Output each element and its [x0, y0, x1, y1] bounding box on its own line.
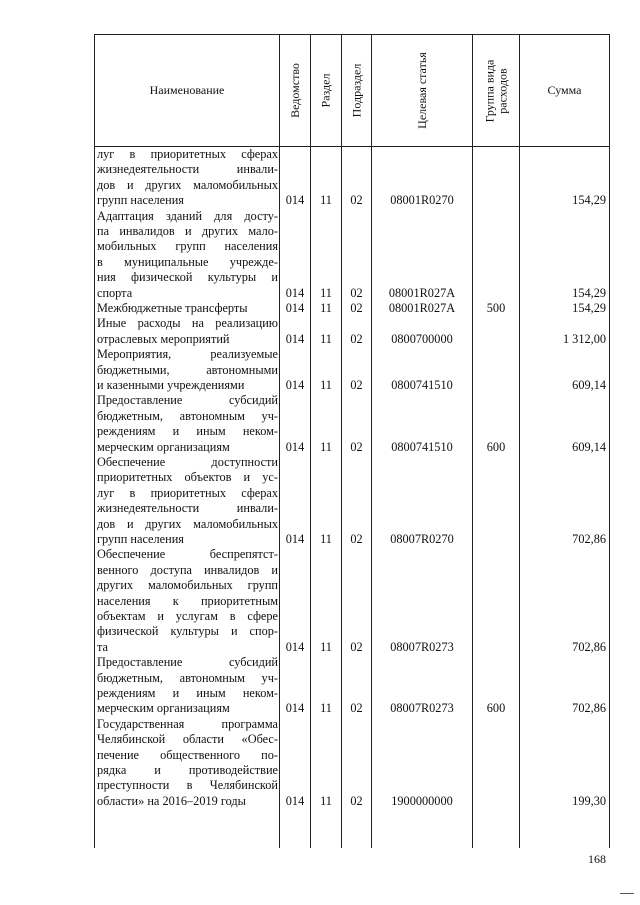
row-name-line: Предоставление субсидий [97, 393, 278, 408]
row-name-line: мобильных групп населения [97, 239, 278, 254]
table-row [94, 455, 610, 547]
row-name-line: отраслевых мероприятий [97, 331, 230, 346]
row-name [97, 316, 278, 347]
row-section: 11 [320, 701, 332, 716]
row-target-article: 08001R027A [388, 300, 456, 315]
row-name-line: рядка и противодействие [97, 763, 278, 778]
row-subsection: 02 [350, 285, 363, 300]
row-name-line: мерческим организациям [97, 701, 230, 716]
table-row [94, 301, 610, 316]
row-name-line: населения к приоритетным [97, 593, 278, 608]
row-subsection: 02 [350, 531, 363, 546]
row-sum: 702,86 [572, 531, 606, 546]
header-subsection-text: Подраздел [349, 63, 364, 118]
row-name-line: бюджетными, автономными [97, 362, 278, 377]
row-target-article: 08001R027A [388, 285, 456, 300]
row-name-line: и казенными учреждениями [97, 378, 245, 392]
row-subsection: 02 [350, 193, 363, 208]
row-name-line: групп населения [97, 532, 184, 547]
row-name-line: спорта [97, 285, 133, 300]
row-section: 11 [320, 639, 332, 654]
budget-table [94, 34, 610, 848]
row-department: 014 [285, 531, 305, 546]
page-number: 168 [588, 852, 606, 866]
header-department [280, 35, 310, 146]
row-subsection: 02 [350, 331, 363, 346]
table-row [94, 393, 610, 455]
table-row [94, 147, 610, 209]
row-subsection: 02 [350, 300, 363, 315]
row-department: 014 [285, 439, 305, 454]
header-target-article-text: Целевая статья [414, 52, 429, 129]
header-department-text: Ведомство [287, 63, 302, 118]
row-name-line: венного доступа инвалидов и [97, 562, 278, 577]
header-subsection [342, 35, 371, 146]
row-sum: 702,86 [572, 701, 606, 716]
header-name [95, 35, 279, 146]
row-name [97, 717, 278, 809]
row-name [97, 455, 278, 547]
row-name-line: печение общественного по- [97, 747, 278, 762]
row-target-article: 1900000000 [391, 793, 453, 808]
row-name-line: объектам и услугам в сфере [97, 609, 278, 624]
row-section: 11 [320, 793, 332, 808]
row-name-line: дов и других маломобильных [97, 177, 278, 192]
row-name-line: Адаптация зданий для досту- [97, 208, 278, 223]
row-name-line: Обеспечение беспрепятст- [97, 547, 278, 562]
row-name [97, 655, 278, 717]
table-row [94, 655, 610, 717]
row-name-line: преступности в Челябинской [97, 778, 278, 793]
row-department: 014 [285, 331, 305, 346]
row-section: 11 [320, 285, 332, 300]
row-name-line: приоритетных объектов и ус- [97, 470, 278, 485]
row-sum: 154,29 [572, 193, 606, 208]
header-section-text: Раздел [318, 73, 333, 108]
row-department: 014 [285, 639, 305, 654]
row-department: 014 [285, 193, 305, 208]
row-subsection: 02 [350, 639, 363, 654]
row-name-line: Иные расходы на реализацию [97, 316, 278, 331]
header-expense-group [473, 35, 519, 146]
row-name-line: Челябинской области «Обес- [97, 732, 278, 747]
corner-mark [620, 893, 634, 894]
row-section: 11 [320, 331, 332, 346]
row-section: 11 [320, 377, 332, 392]
row-section: 11 [320, 300, 332, 315]
row-target-article: 08001R0270 [390, 193, 454, 208]
header-sum-text: Сумма [547, 83, 582, 97]
row-name-line: па инвалидов и других мало- [97, 224, 278, 238]
row-target-article: 0800741510 [391, 439, 453, 454]
row-name [97, 301, 278, 316]
row-name [97, 147, 278, 209]
row-sum: 154,29 [572, 300, 606, 315]
row-subsection: 02 [350, 439, 363, 454]
row-section: 11 [320, 531, 332, 546]
row-section: 11 [320, 193, 332, 208]
row-expense-group: 600 [486, 701, 506, 716]
row-name-line: бюджетным, автономным уч- [97, 670, 278, 685]
row-name-line: луг в приоритетных сферах [97, 147, 278, 161]
row-name-line: Мероприятия, реализуемые [97, 347, 278, 362]
row-name-line: жизнедеятельности инвали- [97, 501, 278, 516]
row-name-line: жизнедеятельности инвали- [97, 162, 278, 177]
row-department: 014 [285, 377, 305, 392]
table-row [94, 209, 610, 301]
row-target-article: 08007R0270 [390, 531, 454, 546]
row-name-line: мерческим организациям [97, 439, 230, 454]
header-expense-group-line1: Группа вида [482, 59, 496, 122]
row-target-article: 0800741510 [391, 377, 453, 392]
row-name-line: других маломобильных групп [97, 578, 278, 593]
row-sum: 609,14 [572, 439, 606, 454]
row-name [97, 209, 278, 301]
header-sum [520, 35, 609, 146]
table-row [94, 547, 610, 655]
row-department: 014 [285, 701, 305, 716]
row-name-line: Предоставление субсидий [97, 655, 278, 670]
row-sum: 1 312,00 [562, 331, 606, 346]
header-expense-group-text [483, 59, 509, 122]
header-name-text: Наименование [149, 83, 225, 97]
row-expense-group: 500 [486, 300, 506, 315]
table-row [94, 316, 610, 347]
row-name-line: реждениям и иным неком- [97, 424, 278, 439]
row-name-line: Обеспечение доступности [97, 455, 278, 469]
row-name-line: в муниципальные учрежде- [97, 254, 278, 269]
row-name-line: реждениям и иным неком- [97, 686, 278, 700]
row-name-line: ния физической культуры и [97, 270, 278, 285]
row-department: 014 [285, 285, 305, 300]
row-name-line: Государственная программа [97, 716, 278, 731]
row-target-article: 0800700000 [391, 331, 453, 346]
row-sum: 154,29 [572, 285, 606, 300]
row-expense-group: 600 [486, 439, 506, 454]
header-target-article [372, 35, 472, 146]
row-name-line: области» на 2016–2019 годы [97, 793, 246, 808]
row-department: 014 [285, 300, 305, 315]
row-subsection: 02 [350, 793, 363, 808]
row-target-article: 08007R0273 [390, 639, 454, 654]
header-section [311, 35, 341, 146]
row-name-line: та [97, 639, 108, 654]
row-name [97, 393, 278, 455]
row-name [97, 347, 278, 393]
row-target-article: 08007R0273 [390, 701, 454, 716]
row-name-line: дов и других маломобильных [97, 516, 278, 531]
header-expense-group-line2: расходов [495, 67, 509, 114]
row-name-line: луг в приоритетных сферах [97, 485, 278, 500]
row-subsection: 02 [350, 701, 363, 716]
row-sum: 199,30 [572, 793, 606, 808]
row-name [97, 547, 278, 655]
table-row [94, 347, 610, 393]
row-sum: 609,14 [572, 377, 606, 392]
row-name-line: физической культуры и спор- [97, 624, 278, 639]
row-name-line: групп населения [97, 193, 184, 208]
row-name-line: Межбюджетные трансферты [97, 301, 248, 315]
row-department: 014 [285, 793, 305, 808]
row-section: 11 [320, 439, 332, 454]
table-row [94, 717, 610, 809]
row-sum: 702,86 [572, 639, 606, 654]
row-subsection: 02 [350, 377, 363, 392]
row-name-line: бюджетным, автономным уч- [97, 408, 278, 423]
